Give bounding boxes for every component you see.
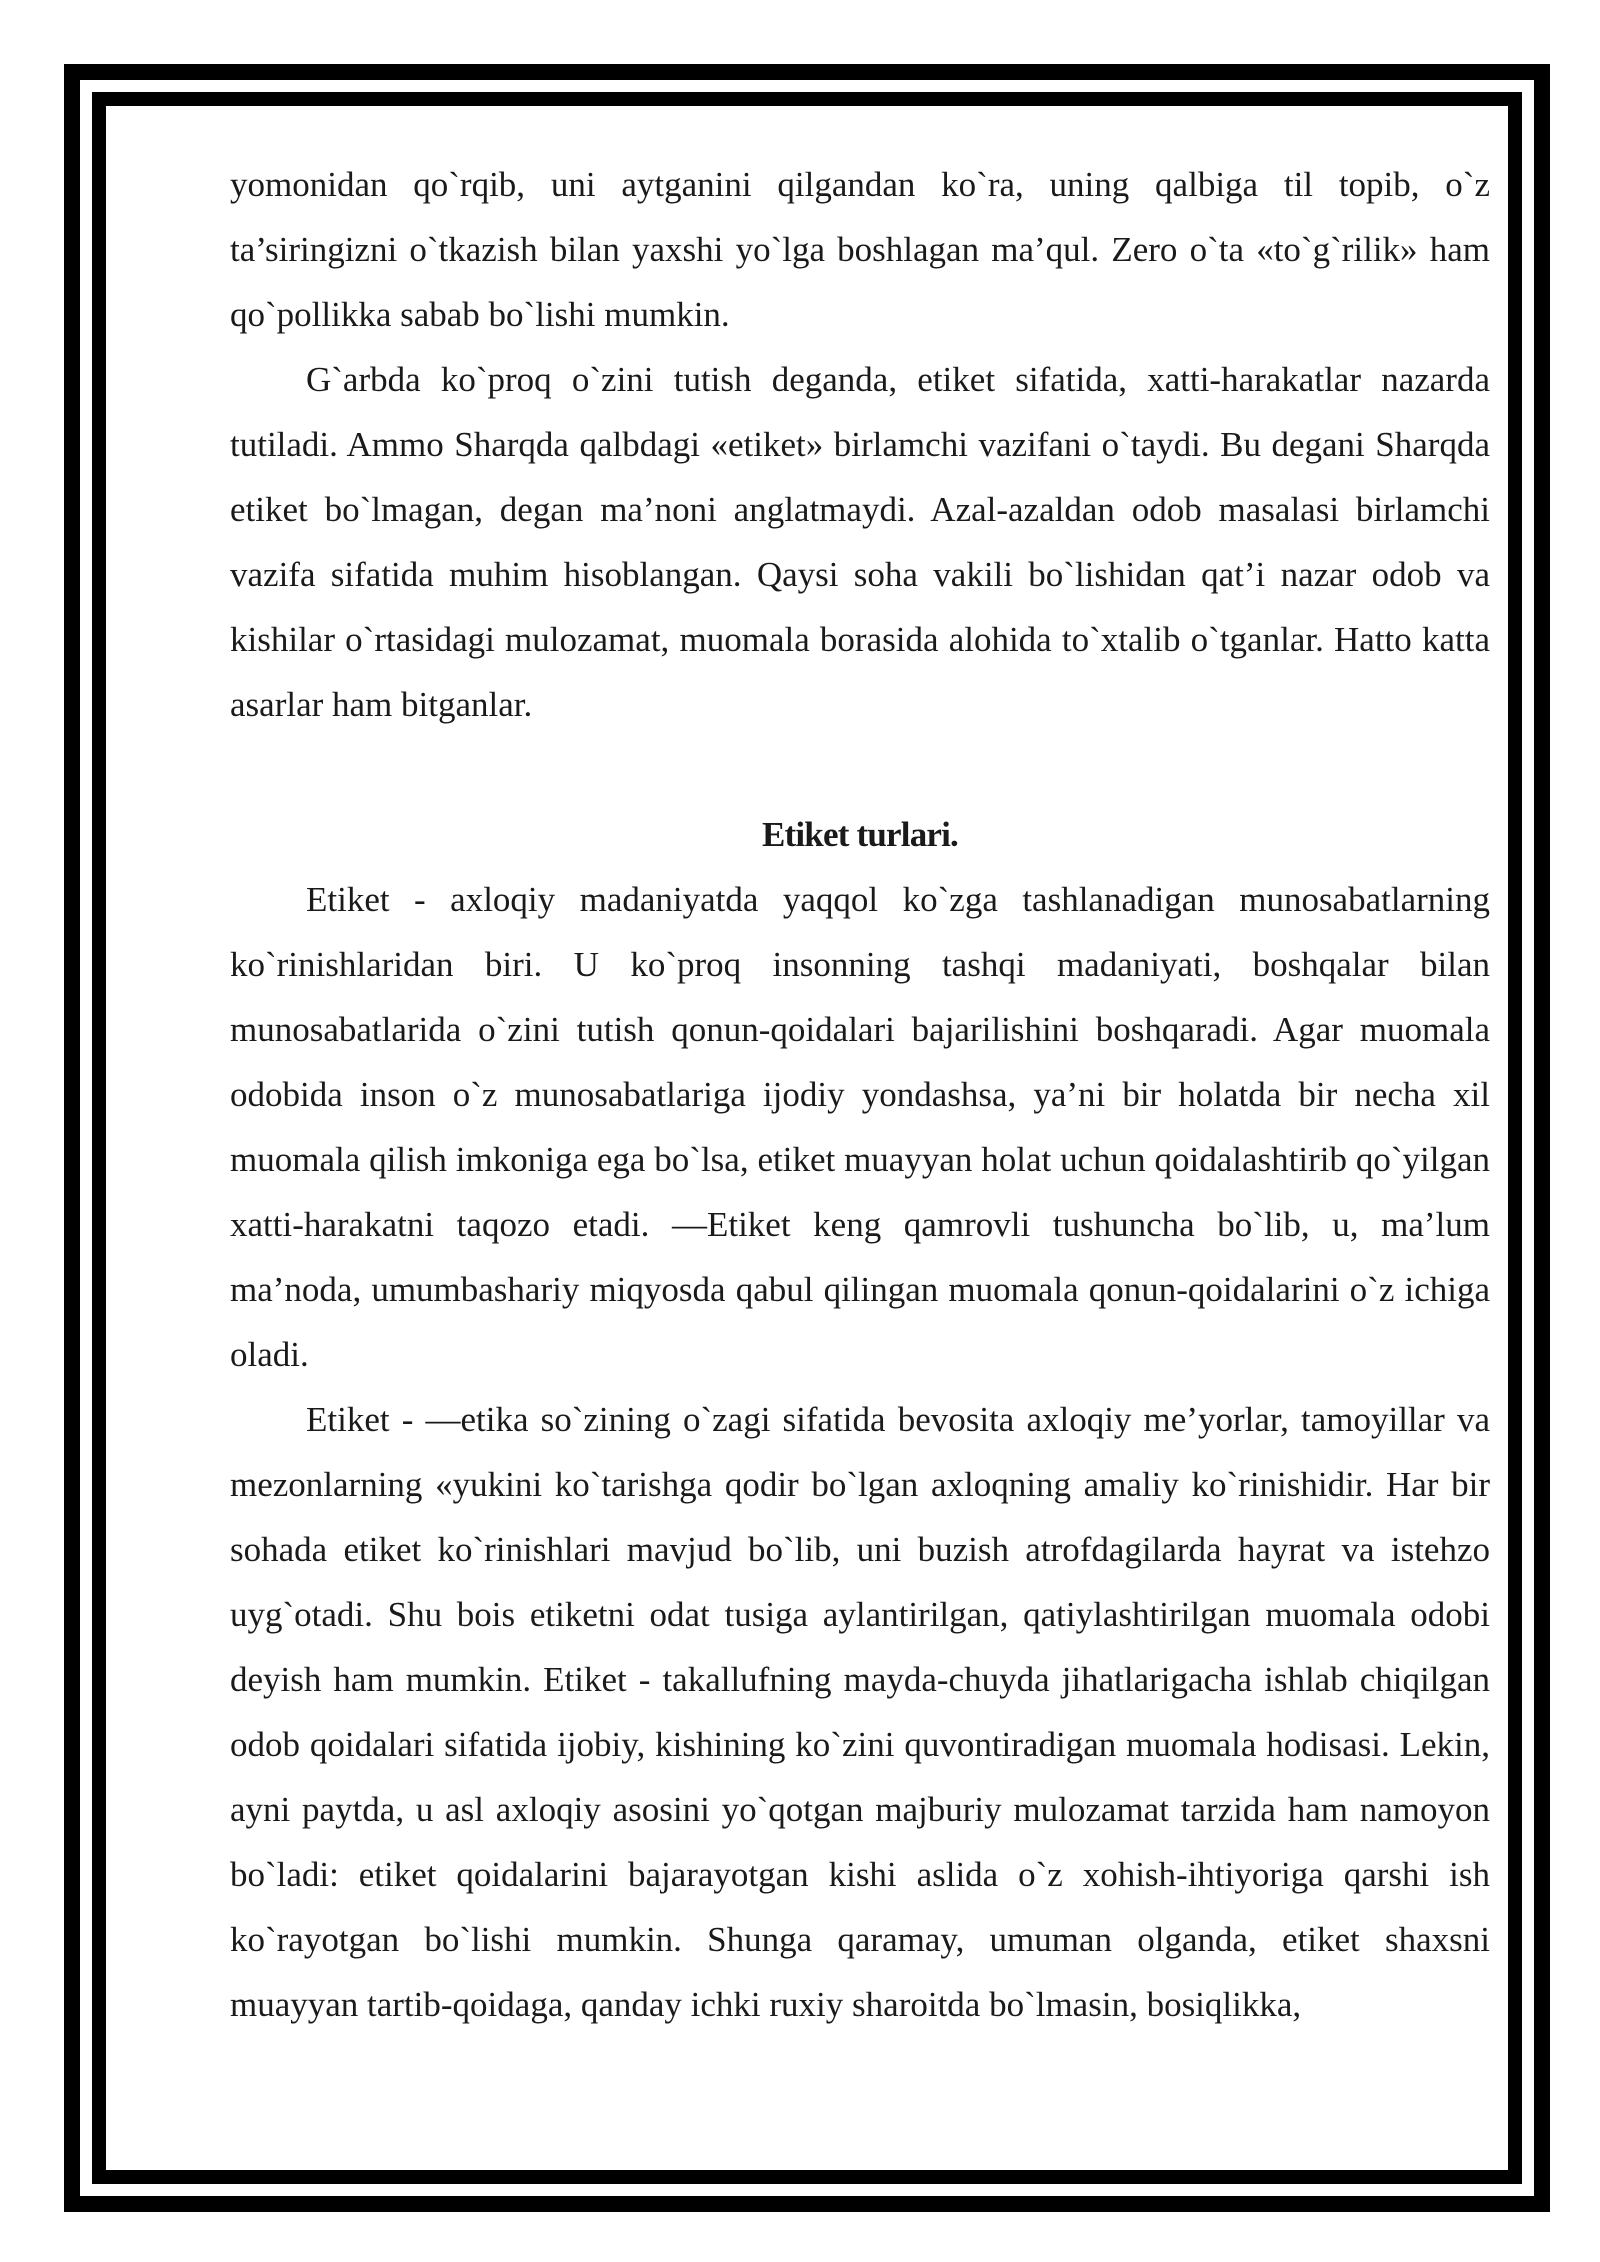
document-body bbox=[230, 152, 1490, 2037]
paragraph-3: Etiket - axloqiy madaniyatda yaqqol ko`zga tashlanadigan munosabatlarning ko`rinishlaridan biri. U ko`proq insonning tashqi madaniyati, boshqalar bilan munosabatlarida o`zini tutish qonun-qoidalari bajarilishini boshqaradi. Agar muomala odobida inson o`z munosabatlariga ijodiy yondashsa, ya’ni bir holatda bir necha xil muomala qilish imkoniga ega bo`lsa, etiket muayyan holat uchun qoidalashtirib qo`yilgan xatti-harakatni taqozo etadi. —Etiket keng qamrovli tushuncha bo`lib, u, ma’lum ma’noda, umumbashariy miqyosda qabul qilingan muomala qonun-qoidalarini o`z ichiga oladi. bbox=[230, 880, 1490, 1374]
paragraph-4: Etiket - —etika so`zining o`zagi sifatida bevosita axloqiy me’yorlar, tamoyillar va mezonlarning «yukini ko`tarishga qodir bo`lgan axloqning amaliy ko`rinishidir. Har bir sohada etiket ko`rinishlari mavjud bo`lib, uni buzish atrofdagilarda hayrat va istehzo uyg`otadi. Shu bois etiketni odat tusiga aylantirilgan, qatiylashtirilgan muomala odobi deyish ham mumkin. Etiket - takallufning mayda-chuyda jihatlarigacha ishlab chiqilgan odob qoidalari sifatida ijobiy, kishining ko`zini quvontiradigan muomala hodisasi. Lekin, ayni paytda, u asl axloqiy asosini yo`qotgan majburiy mulozamat tarzida ham namoyon bo`ladi: etiket qoidalarini bajarayotgan kishi aslida o`z xohish-ihtiyoriga qarshi ish ko`rayotgan bo`lishi mumkin. Shunga qaramay, umuman olganda, etiket shaxsni muayyan tartib-qoidaga, qanday ichki ruxiy sharoitda bo`lmasin, bosiqlikka, bbox=[230, 1400, 1490, 2024]
blank-line bbox=[230, 737, 1490, 802]
section-heading: Etiket turlari. bbox=[761, 815, 959, 854]
paragraph-1: yomonidan qo`rqib, uni aytganini qilgandan ko`ra, uning qalbiga til topib, o`z ta’siringizni o`tkazish bilan yaxshi yo`lga boshlagan ma’qul. Zero o`ta «to`g`rilik» ham qo`pollikka sabab bo`lishi mumkin. bbox=[230, 165, 1490, 334]
paragraph-2: G`arbda ko`proq o`zini tutish deganda, etiket sifatida, xatti-harakatlar nazarda tutiladi. Ammo Sharqda qalbdagi «etiket» birlamchi vazifani o`taydi. Bu degani Sharqda etiket bo`lmagan, degan ma’noni anglatmaydi. Azal-azaldan odob masalasi birlamchi vazifa sifatida muhim hisoblangan. Qaysi soha vakili bo`lishidan qat’i nazar odob va kishilar o`rtasidagi mulozamat, muomala borasida alohida to`xtalib o`tganlar. Hatto katta asarlar ham bitganlar. bbox=[230, 360, 1490, 724]
